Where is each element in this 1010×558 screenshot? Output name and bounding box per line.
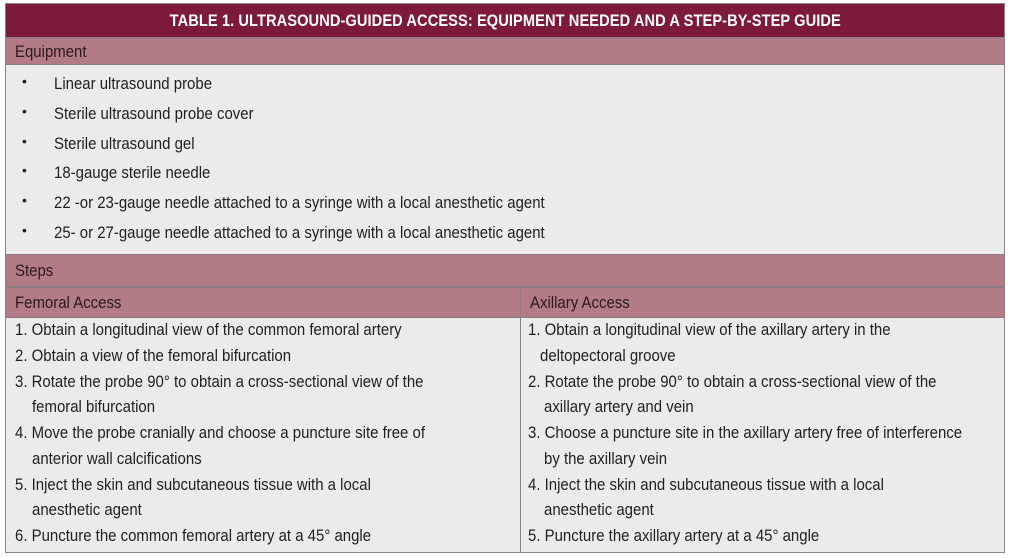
bullet-icon: • xyxy=(22,133,27,149)
step-line: 2. Obtain a view of the femoral bifurcation xyxy=(15,346,292,365)
step-line: 3. Choose a puncture site in the axillary artery free of interference xyxy=(528,423,963,442)
step-line: 1. Obtain a longitudinal view of the axillary artery in the xyxy=(528,320,891,339)
step-line: 5. Puncture the axillary artery at a 45° angle xyxy=(528,526,820,545)
step-line: axillary artery and vein xyxy=(544,397,694,416)
bullet-icon: • xyxy=(22,192,27,208)
list-item: • 18-gauge sterile needle xyxy=(22,162,211,182)
equipment-heading: Equipment xyxy=(6,37,1004,65)
step-line: 1. Obtain a longitudinal view of the common femoral artery xyxy=(15,320,402,339)
femoral-access-heading: Femoral Access xyxy=(6,287,520,318)
step-line: 6. Puncture the common femoral artery at a 45° angle xyxy=(15,526,372,545)
steps-heading: Steps xyxy=(6,254,1004,287)
bullet-icon: • xyxy=(22,73,27,89)
step-line: 4. Move the probe cranially and choose a puncture site free of xyxy=(15,423,425,442)
step-line: by the axillary vein xyxy=(544,449,668,468)
list-item: • 22 -or 23-gauge needle attached to a syringe with a local anesthetic agent xyxy=(22,192,545,212)
bullet-icon: • xyxy=(22,162,27,178)
list-item: • 25- or 27-gauge needle attached to a syringe with a local anesthetic agent xyxy=(22,222,545,242)
step-line: deltopectoral groove xyxy=(540,346,676,365)
step-line: anesthetic agent xyxy=(544,500,654,519)
bullet-icon: • xyxy=(22,103,27,119)
step-line: 4. Inject the skin and subcutaneous tissue with a local xyxy=(528,475,884,494)
step-line: anesthetic agent xyxy=(32,500,142,519)
list-item: • Sterile ultrasound gel xyxy=(22,133,195,153)
bullet-icon: • xyxy=(22,222,27,238)
ultrasound-access-table xyxy=(5,3,1005,553)
step-line: 5. Inject the skin and subcutaneous tissue with a local xyxy=(15,475,371,494)
list-item: • Sterile ultrasound probe cover xyxy=(22,103,254,123)
column-divider xyxy=(520,287,521,552)
list-item: • Linear ultrasound probe xyxy=(22,73,213,93)
step-line: anterior wall calcifications xyxy=(32,449,202,468)
step-line: 2. Rotate the probe 90° to obtain a cross-sectional view of the xyxy=(528,372,937,391)
axillary-access-heading: Axillary Access xyxy=(521,287,1004,318)
step-line: 3. Rotate the probe 90° to obtain a cross-sectional view of the xyxy=(15,372,424,391)
table-title: TABLE 1. ULTRASOUND-GUIDED ACCESS: EQUIPMENT NEEDED AND A STEP-BY-STEP GUIDE xyxy=(6,4,1004,37)
step-line: femoral bifurcation xyxy=(32,397,156,416)
